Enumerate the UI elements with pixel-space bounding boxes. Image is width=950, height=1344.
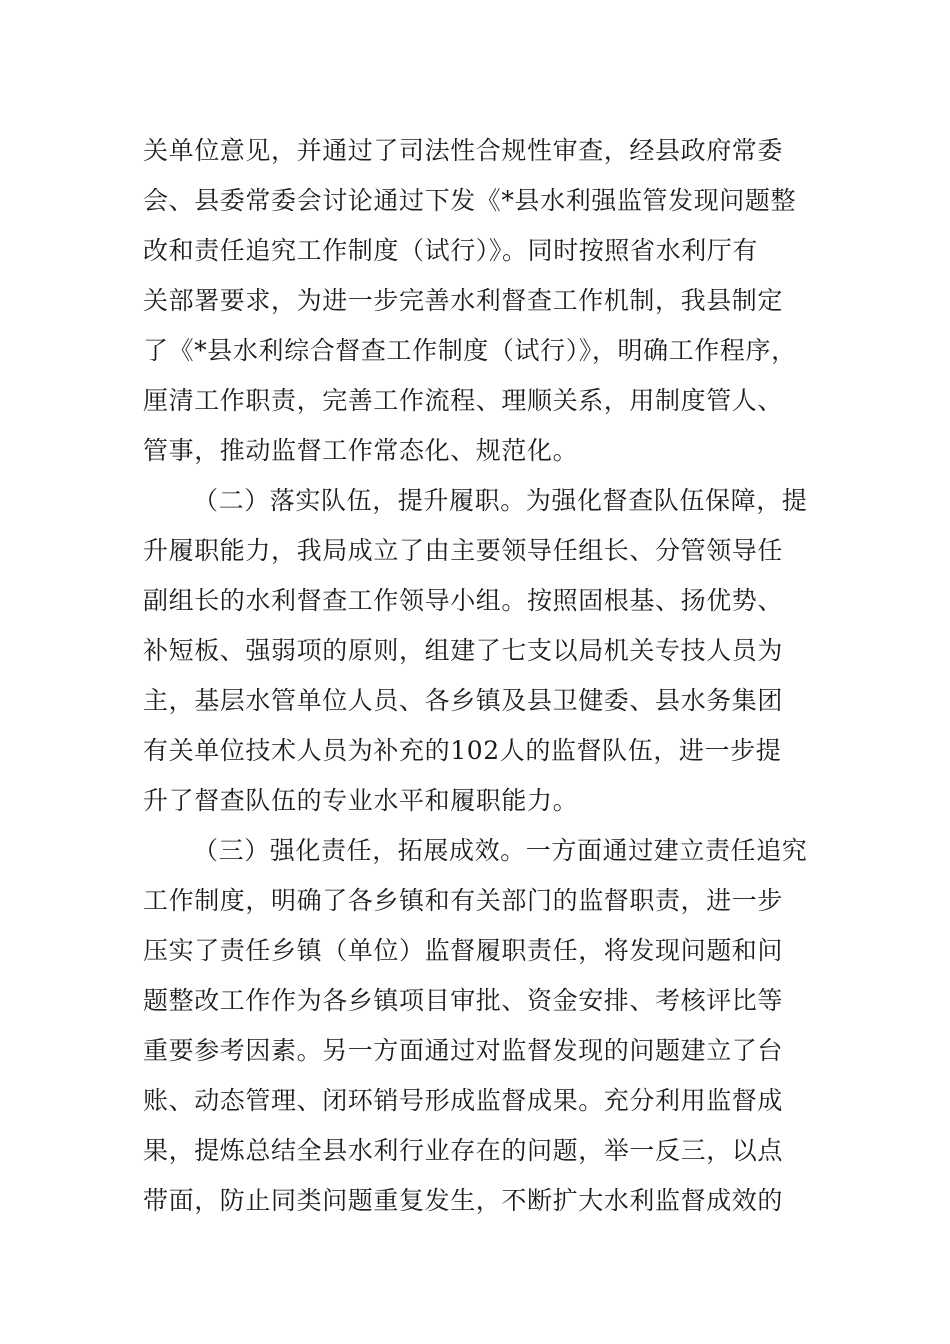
text-line: 了《*县水利综合督查工作制度（试行）》，明确工作程序，: [143, 336, 797, 365]
text-line: 关单位意见，并通过了司法性合规性审查，经县政府常委: [143, 136, 784, 165]
text-line: 管事，推动监督工作常态化、规范化。: [143, 436, 579, 465]
text-line: 带面，防止同类问题重复发生，不断扩大水利监督成效的: [143, 1186, 784, 1215]
text-line: 改和责任追究工作制度（试行）》。同时按照省水利厅有: [143, 236, 759, 265]
text-line: 升履职能力，我局成立了由主要领导任组长、分管领导任: [143, 536, 784, 565]
text-line: 有关单位技术人员为补充的102人的监督队伍，进一步提: [143, 736, 782, 765]
text-line: 升了督查队伍的专业水平和履职能力。: [143, 786, 579, 815]
text-line: 工作制度，明确了各乡镇和有关部门的监督职责，进一步: [143, 886, 784, 915]
paragraph-heading-2: （二）落实队伍，提升履职。为强化督查队伍保障，提: [193, 486, 808, 515]
text-line: 题整改工作作为各乡镇项目审批、资金安排、考核评比等: [143, 986, 784, 1015]
text-line: 补短板、强弱项的原则，组建了七支以局机关专技人员为: [143, 636, 784, 665]
text-line: 果，提炼总结全县水利行业存在的问题，举一反三，以点: [143, 1136, 784, 1165]
text-line: 厘清工作职责，完善工作流程、理顺关系，用制度管人、: [143, 386, 784, 415]
text-line: 账、动态管理、闭环销号形成监督成果。充分利用监督成: [143, 1086, 784, 1115]
text-line: 副组长的水利督查工作领导小组。按照固根基、扬优势、: [143, 586, 784, 615]
text-line: 会、县委常委会讨论通过下发《*县水利强监管发现问题整: [143, 186, 797, 215]
text-line: 压实了责任乡镇（单位）监督履职责任，将发现问题和问: [143, 936, 784, 965]
text-line: 关部署要求，为进一步完善水利督查工作机制，我县制定: [143, 286, 784, 315]
text-line: 重要参考因素。另一方面通过对监督发现的问题建立了台: [143, 1036, 784, 1065]
paragraph-heading-3: （三）强化责任，拓展成效。一方面通过建立责任追究: [193, 836, 808, 865]
text-line: 主，基层水管单位人员、各乡镇及县卫健委、县水务集团: [143, 686, 784, 715]
